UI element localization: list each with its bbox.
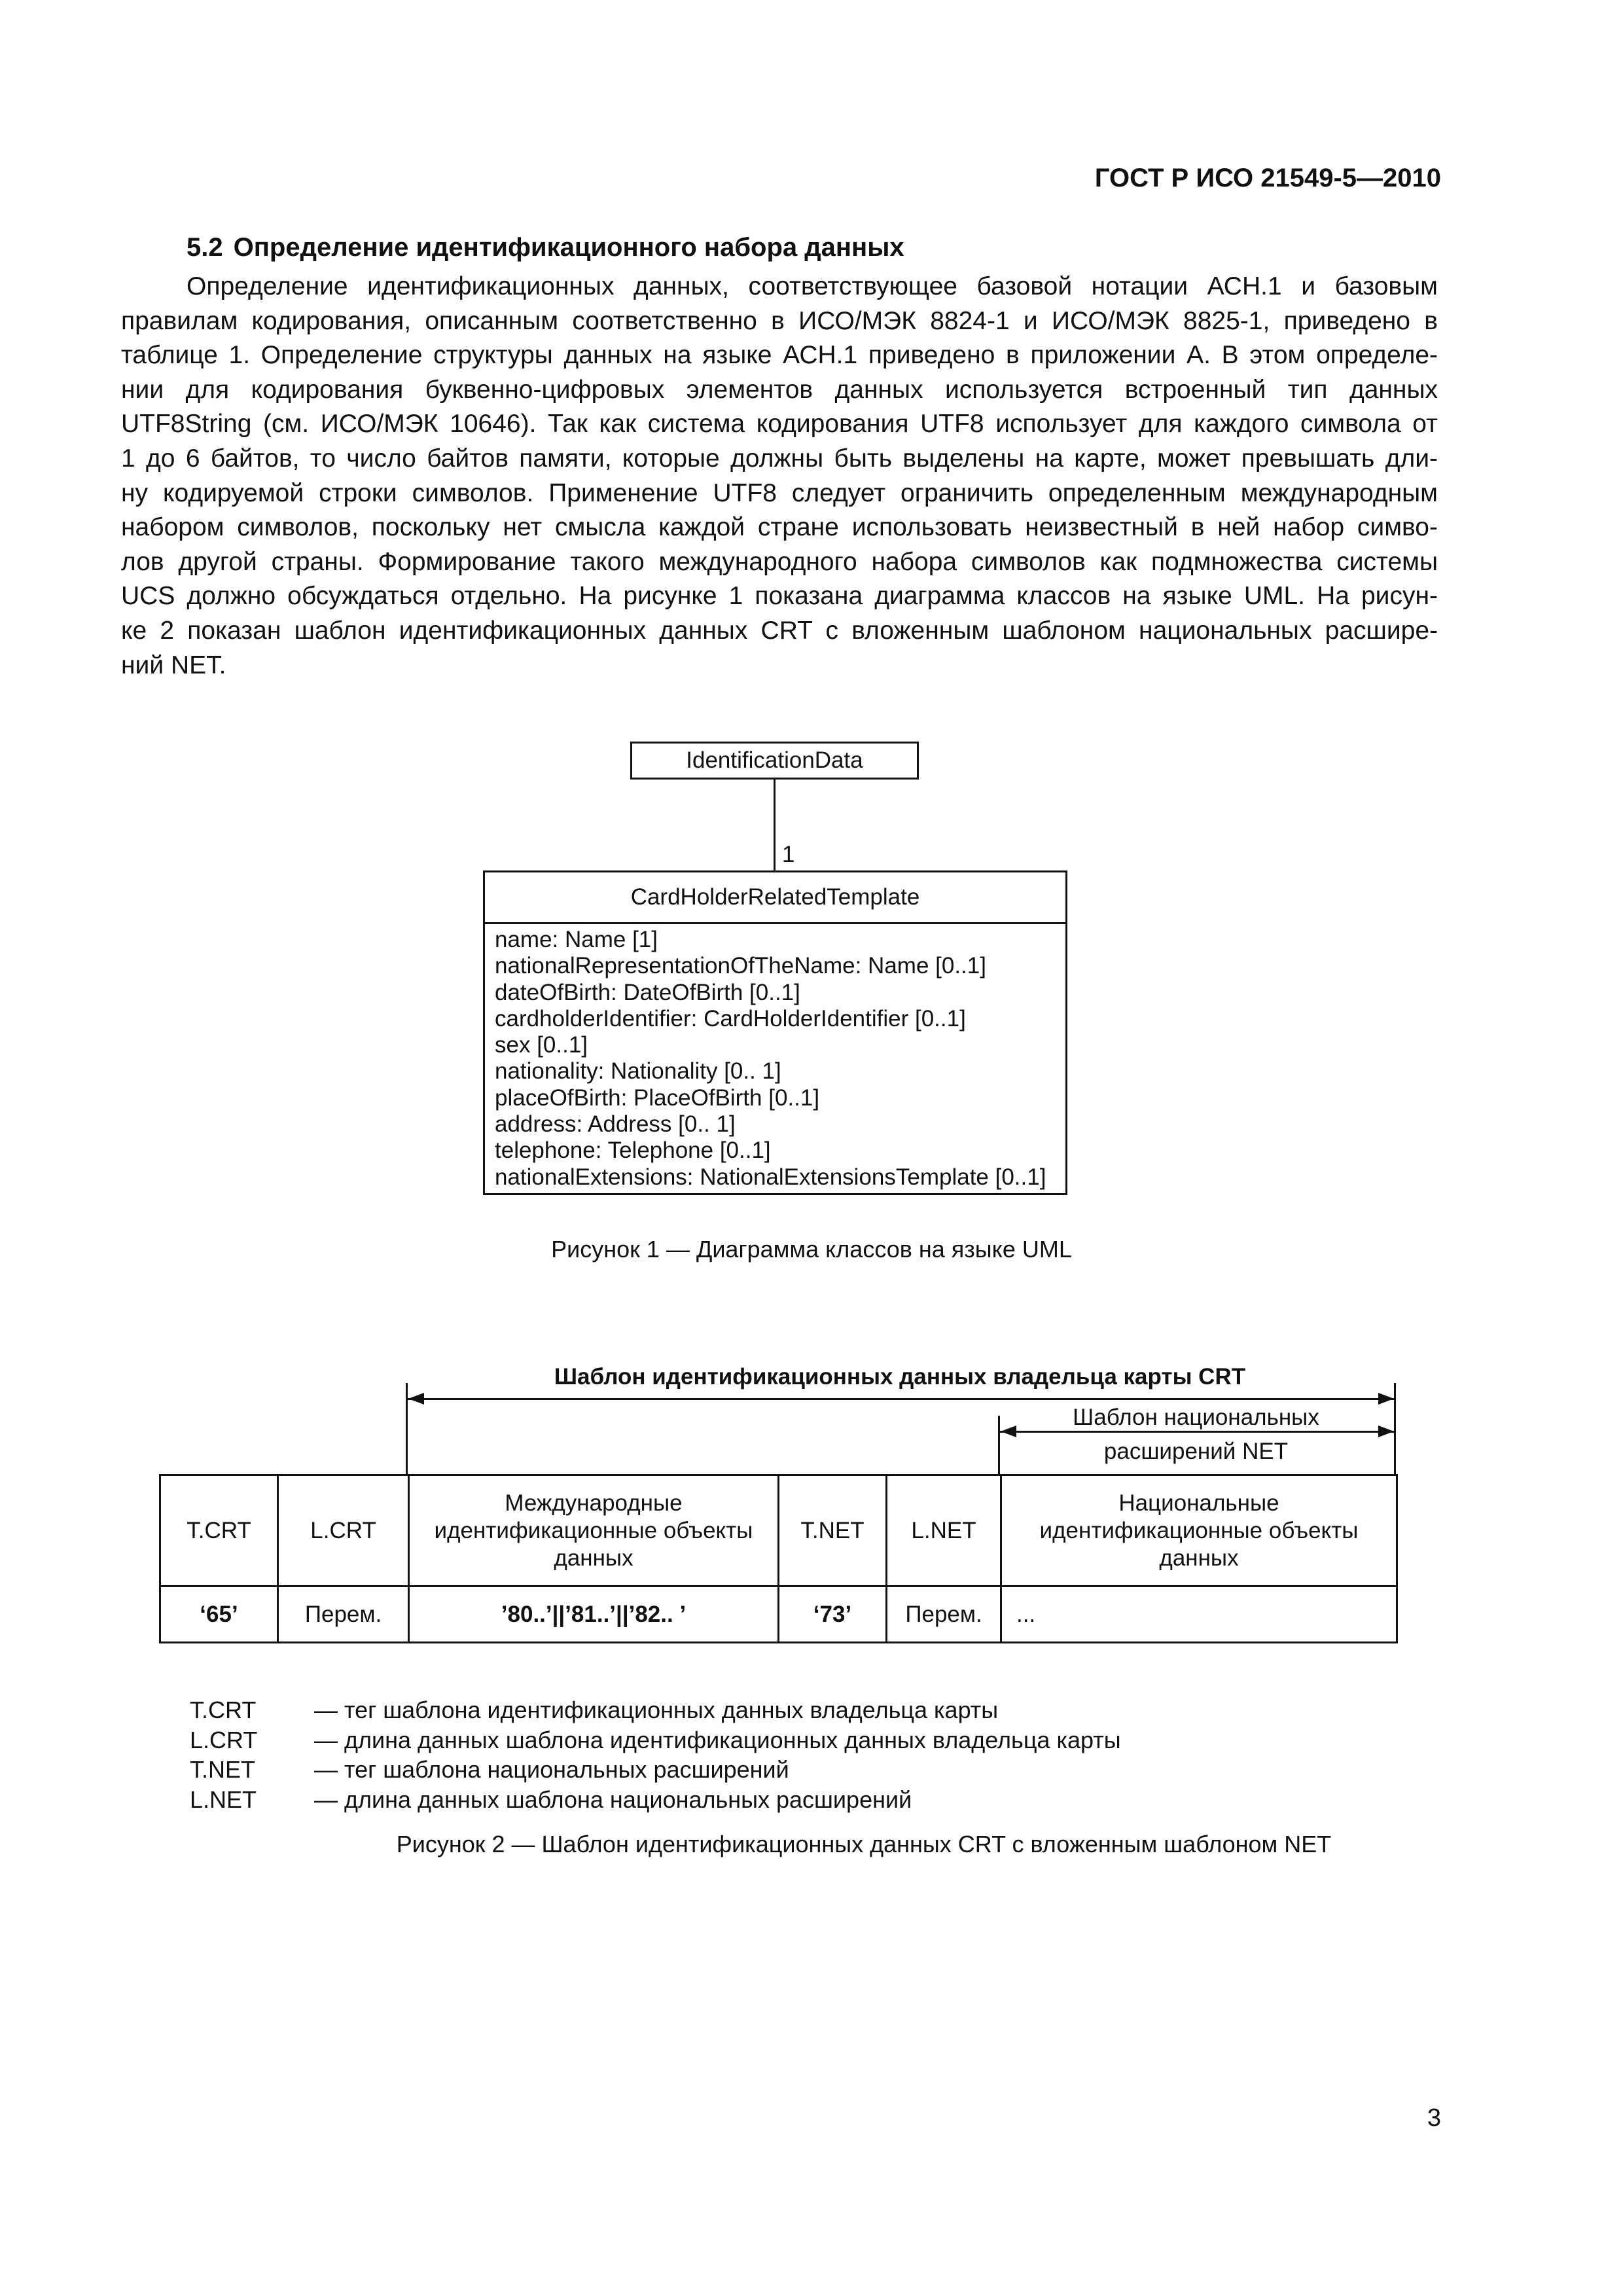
uml-class-name: CardHolderRelatedTemplate (485, 872, 1065, 924)
body-paragraph (121, 270, 1438, 683)
paragraph-line: ну кодируемой строки символов. Применение UTF8 следует ограничить определенным международным (121, 478, 1438, 507)
paragraph-line: Определение идентификационных данных, соответствующее базовой нотации АСН.1 и базовым (187, 272, 1438, 300)
uml-attribute: nationalRepresentationOfTheName: Name [0..1] (495, 953, 986, 979)
legend-abbr: T.NET (190, 1756, 256, 1783)
uml-attribute: cardholderIdentifier: CardHolderIdentifier [0..1] (495, 1005, 966, 1031)
crt-arrow-left-icon (408, 1393, 424, 1405)
net-span-label (998, 1401, 1394, 1469)
paragraph-line: UTF8String (см. ИСО/МЭК 10646). Так как система кодирования UTF8 использует для каждого символа от (121, 410, 1438, 439)
uml-class-cardholder-template (483, 870, 1067, 1195)
legend-item (190, 1695, 1121, 1725)
legend-item (190, 1785, 1121, 1815)
header-cell: L.NET (887, 1475, 1001, 1587)
crt-span-line (408, 1398, 1394, 1400)
value-cell: ‘65’ (160, 1587, 278, 1643)
header-cell: Национальные идентификационные объекты данных (1001, 1475, 1397, 1587)
paragraph-line: ке 2 показан шаблон идентификационных данных CRT с вложенным шаблоном национальных расшире- (121, 616, 1438, 645)
uml-attribute: placeOfBirth: PlaceOfBirth [0..1] (495, 1085, 820, 1111)
section-title: Определение идентификационного набора данных (233, 233, 904, 262)
uml-attribute: name: Name [1] (495, 927, 658, 952)
section-heading (187, 233, 904, 262)
paragraph-line: 1 до 6 байтов, то число байтов памяти, которые должны быть выделены на карте, может превышать дли- (121, 444, 1438, 473)
legend-text: — длина данных шаблона национальных расширений (314, 1785, 912, 1813)
paragraph-line: ний NET. (121, 651, 226, 679)
figure-1-caption: Рисунок 1 — Диаграмма классов на языке UML (551, 1236, 1072, 1263)
figure-2-legend (190, 1695, 1121, 1814)
legend-item (190, 1755, 1121, 1785)
legend-abbr: T.CRT (190, 1696, 257, 1723)
crt-template-table (159, 1474, 1398, 1643)
uml-attribute: address: Address [0.. 1] (495, 1111, 736, 1138)
value-cell: ’80..’||’81..’||’82.. ’ (409, 1587, 779, 1643)
uml-attribute: nationalExtensions: NationalExtensionsTemplate [0..1] (495, 1164, 1046, 1190)
paragraph-line: набором символов, поскольку нет смысла каждой стране использовать неизвестный в ней набор симво- (121, 513, 1438, 542)
crt-span-right-tick (1394, 1383, 1396, 1475)
legend-item (190, 1725, 1121, 1755)
value-cell: ‘73’ (779, 1587, 887, 1643)
uml-attribute-list (485, 924, 1065, 1191)
uml-attribute: dateOfBirth: DateOfBirth [0..1] (495, 979, 800, 1005)
uml-attribute: telephone: Telephone [0..1] (495, 1138, 771, 1164)
figure-2-caption: Рисунок 2 — Шаблон идентификационных данных CRT с вложенным шаблоном NET (396, 1831, 1332, 1857)
paragraph-line: таблице 1. Определение структуры данных на языке АСН.1 приведено в приложении А. В этом определе- (121, 341, 1438, 370)
document-header: ГОСТ Р ИСО 21549-5—2010 (1094, 164, 1441, 192)
section-number: 5.2 (187, 233, 223, 262)
uml-attribute: nationality: Nationality [0.. 1] (495, 1058, 781, 1085)
table-row (160, 1587, 1397, 1643)
net-label-line: расширений NET (1103, 1439, 1289, 1464)
legend-text: — длина данных шаблона идентификационных данных владельца карты (314, 1726, 1121, 1753)
table-header-row (160, 1475, 1397, 1587)
crt-span-label: Шаблон идентификационных данных владельца карты CRT (554, 1364, 1246, 1390)
net-label-line: Шаблон национальных (1073, 1405, 1319, 1430)
value-cell: Перем. (278, 1587, 409, 1643)
uml-class-identification-data: IdentificationData (630, 742, 919, 780)
legend-abbr: L.NET (190, 1785, 257, 1813)
paragraph-line: правилам кодирования, описанным соответственно в ИСО/МЭК 8824-1 и ИСО/МЭК 8825-1, приведено в (121, 306, 1438, 335)
legend-text: — тег шаблона национальных расширений (314, 1756, 789, 1783)
header-cell: T.NET (779, 1475, 887, 1587)
value-cell: ... (1001, 1587, 1397, 1643)
page-number: 3 (1427, 2104, 1441, 2132)
uml-association-line (774, 780, 776, 872)
uml-attribute: sex [0..1] (495, 1032, 588, 1058)
legend-abbr: L.CRT (190, 1726, 258, 1753)
crt-span-left-tick (406, 1383, 408, 1475)
header-cell: L.CRT (278, 1475, 409, 1587)
paragraph-line: нии для кодирования буквенно-цифровых элементов данных используется встроенный тип данных (121, 375, 1438, 404)
header-cell: Международные идентификационные объекты данных (409, 1475, 779, 1587)
uml-multiplicity: 1 (782, 842, 795, 867)
paragraph-line: UCS должно обсуждаться отдельно. На рисунке 1 показана диаграмма классов на языке UML. На рисун- (121, 582, 1438, 611)
paragraph-line: лов другой страны. Формирование такого международного набора символов как подмножества системы (121, 547, 1438, 576)
legend-text: — тег шаблона идентификационных данных владельца карты (314, 1696, 999, 1723)
header-cell: T.CRT (160, 1475, 278, 1587)
value-cell: Перем. (887, 1587, 1001, 1643)
